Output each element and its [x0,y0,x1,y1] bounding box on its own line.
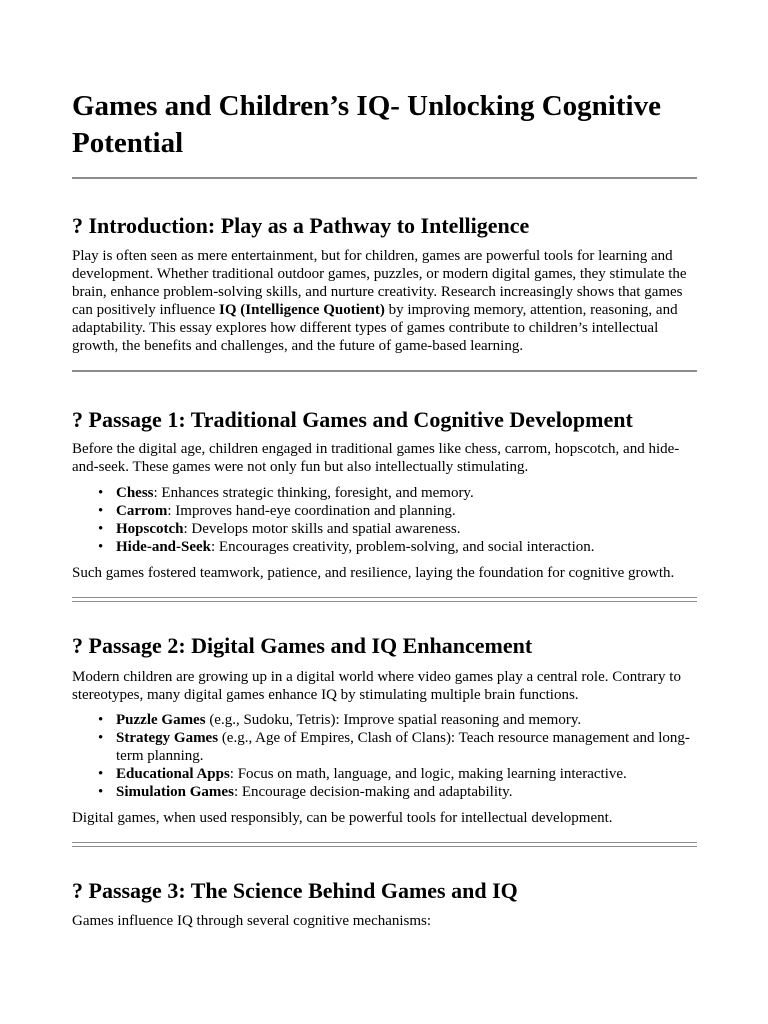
intro-text-part: by improving memory, attention, reasoning, and adaptability. This essay explores how different types of games contribute to children’s intellectual growth, the benefits and challenges, and the future of game-based learning. [72,302,678,354]
passage3-lead: Games influence IQ through several cognitive mechanisms: [72,913,432,929]
list-item-text: : Focus on math, language, and logic, making learning interactive. [229,766,627,782]
list-item [72,538,697,556]
list-item-text: : Enhances strategic thinking, foresight, and memory. [153,485,474,501]
intro-paragraph [72,247,697,355]
list-item [72,711,697,729]
list-item [72,520,697,538]
passage1-heading [72,406,697,434]
passage2-heading [72,632,697,660]
list-item [72,765,697,783]
list-item-term: Chess [116,485,154,501]
heading-marker: ? [72,633,83,658]
list-item [72,484,697,502]
iq-term: IQ (Intelligence Quotient) [219,302,385,318]
list-item-term: Carrom [116,503,168,519]
heading-marker: ? [72,213,83,238]
list-item-term: Hopscotch [116,521,184,537]
passage1-lead: Before the digital age, children engaged in traditional games like chess, carrom, hopscotch, and hide-and-seek. These games were not only fun but also intellectually stimulating. [72,441,680,475]
heading-text: Passage 1: Traditional Games and Cognitive Development [88,407,633,432]
list-item-text: : Develops motor skills and spatial awareness. [183,521,461,537]
document-title: Games and Children’s IQ- Unlocking Cognitive Potential [72,90,661,159]
passage2-lead: Modern children are growing up in a digital world where video games play a central role. Contrary to stereotypes, many digital games enhance IQ by stimulating multiple brain functions. [72,669,681,703]
passage1-list [72,484,697,556]
passage1-closing: Such games fostered teamwork, patience, and resilience, laying the foundation for cognitive growth. [72,565,675,581]
divider [72,370,697,372]
heading-text: Passage 2: Digital Games and IQ Enhancement [88,633,533,658]
list-item-term: Simulation Games [116,784,234,800]
list-item-term: Educational Apps [116,766,230,782]
list-item-text: : Encourage decision-making and adaptability. [233,784,513,800]
intro-heading [72,212,697,240]
list-item [72,783,697,801]
list-item [72,502,697,520]
passage3-heading [72,877,697,905]
list-item-text: : Encourages creativity, problem-solving, and social interaction. [211,539,595,555]
intro-text-part: Play is often seen as mere entertainment, but for children, games are powerful tools for learning and development. Whether traditional outdoor games, puzzles, or modern digital games, they stimulate the brain, enhance problem-solving skills, and nurture creativity. Research increasingly shows that games can positively influence [72,248,687,318]
list-item-term: Puzzle Games [116,712,206,728]
list-item-text: (e.g., Age of Empires, Clash of Clans): Teach resource management and long-term planning. [116,730,690,764]
heading-text: Passage 3: The Science Behind Games and IQ [88,878,518,903]
heading-text: Introduction: Play as a Pathway to Intelligence [88,213,530,238]
divider [72,177,697,179]
passage2-closing: Digital games, when used responsibly, can be powerful tools for intellectual development. [72,810,613,826]
list-item-term: Hide-and-Seek [116,539,212,555]
heading-marker: ? [72,407,83,432]
divider [72,597,697,602]
passage2-list [72,711,697,801]
list-item-text: (e.g., Sudoku, Tetris): Improve spatial reasoning and memory. [205,712,582,728]
heading-marker: ? [72,878,83,903]
list-item-text: : Improves hand-eye coordination and planning. [167,503,456,519]
list-item-term: Strategy Games [116,730,219,746]
divider [72,842,697,847]
list-item [72,729,697,765]
